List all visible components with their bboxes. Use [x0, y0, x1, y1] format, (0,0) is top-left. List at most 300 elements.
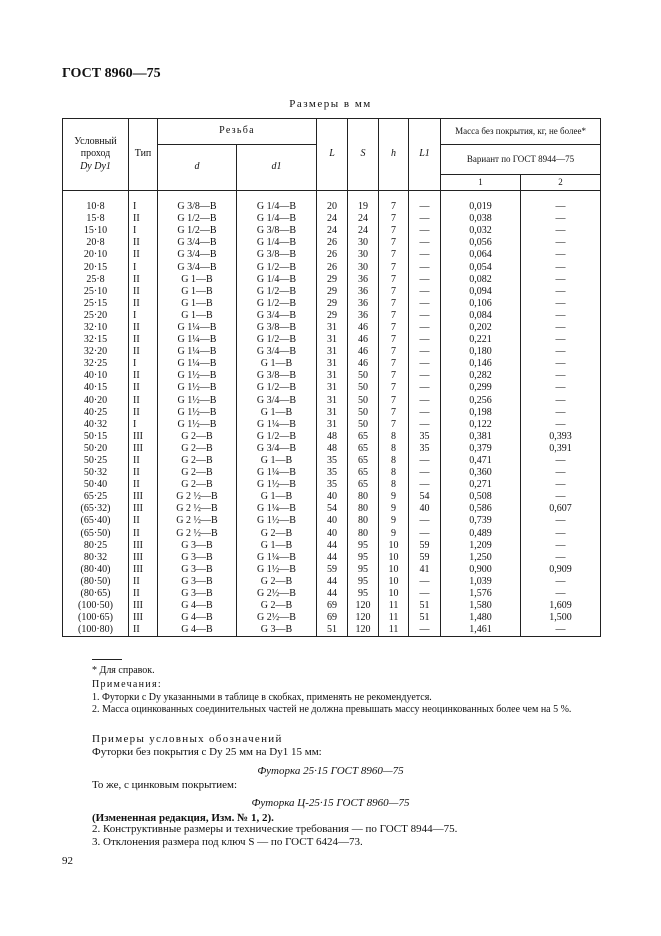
- cell-mass-variant-2: —: [521, 624, 601, 637]
- cell-thread-d: G 4—B: [158, 600, 237, 612]
- cell-type: III: [129, 503, 158, 515]
- cell-thread-d: G 1—B: [158, 286, 237, 298]
- cell-mass-variant-1: 1,461: [441, 624, 521, 637]
- header-mass: Масса без покрытия, кг, не более*: [441, 119, 601, 145]
- cell-thread-d: G 3—B: [158, 564, 237, 576]
- cell-nominal-bore: 50·20: [63, 443, 129, 455]
- cell-mass-variant-1: 1,480: [441, 612, 521, 624]
- cell-mass-variant-2: —: [521, 370, 601, 382]
- cell-length-L: 44: [317, 552, 348, 564]
- cell-height-h: 11: [379, 600, 409, 612]
- cell-thread-d: G 1—B: [158, 274, 237, 286]
- cell-thread-d1: G 1½—B: [237, 564, 317, 576]
- cell-type: III: [129, 600, 158, 612]
- cell-nominal-bore: 50·25: [63, 455, 129, 467]
- cell-mass-variant-2: —: [521, 515, 601, 527]
- table-row: [63, 249, 601, 261]
- cell-nominal-bore: (65·32): [63, 503, 129, 515]
- table-row: [63, 274, 601, 286]
- cell-length-L: 31: [317, 358, 348, 370]
- table-row: [63, 540, 601, 552]
- cell-thread-d: G 1/2—B: [158, 213, 237, 225]
- cell-thread-d1: G 3—B: [237, 624, 317, 637]
- table-row: [63, 600, 601, 612]
- cell-length-L1: —: [409, 370, 441, 382]
- table-row: [63, 419, 601, 431]
- cell-length-L1: —: [409, 479, 441, 491]
- cell-length-L1: —: [409, 237, 441, 249]
- table-row: [63, 515, 601, 527]
- cell-length-L1: —: [409, 322, 441, 334]
- cell-thread-d1: G 2½—B: [237, 612, 317, 624]
- cell-mass-variant-2: —: [521, 201, 601, 213]
- examples-heading: Примеры условных обозначений: [92, 733, 283, 745]
- cell-length-L: 31: [317, 395, 348, 407]
- cell-size-S: 80: [348, 491, 379, 503]
- cell-length-L: 31: [317, 382, 348, 394]
- table-row: [63, 443, 601, 455]
- cell-size-S: 36: [348, 274, 379, 286]
- cell-type: II: [129, 334, 158, 346]
- cell-mass-variant-2: —: [521, 540, 601, 552]
- cell-height-h: 7: [379, 382, 409, 394]
- cell-nominal-bore: 25·20: [63, 310, 129, 322]
- table-row: [63, 552, 601, 564]
- cell-height-h: 7: [379, 334, 409, 346]
- cell-mass-variant-2: —: [521, 382, 601, 394]
- cell-mass-variant-2: —: [521, 467, 601, 479]
- cell-type: II: [129, 382, 158, 394]
- cell-thread-d1: G 1—B: [237, 455, 317, 467]
- cell-nominal-bore: 20·10: [63, 249, 129, 261]
- cell-mass-variant-2: —: [521, 491, 601, 503]
- cell-length-L: 31: [317, 407, 348, 419]
- cell-length-L1: 35: [409, 431, 441, 443]
- cell-length-L: 29: [317, 286, 348, 298]
- cell-thread-d: G 3/4—B: [158, 261, 237, 273]
- cell-height-h: 7: [379, 225, 409, 237]
- cell-length-L1: —: [409, 528, 441, 540]
- cell-length-L: 31: [317, 346, 348, 358]
- cell-nominal-bore: 80·25: [63, 540, 129, 552]
- table-row: [63, 261, 601, 273]
- cell-length-L: 35: [317, 455, 348, 467]
- header-d: d: [158, 145, 237, 191]
- cell-length-L1: —: [409, 624, 441, 637]
- cell-length-L1: 35: [409, 443, 441, 455]
- cell-mass-variant-1: 0,106: [441, 298, 521, 310]
- cell-size-S: 95: [348, 576, 379, 588]
- table-row: [63, 225, 601, 237]
- cell-type: II: [129, 237, 158, 249]
- cell-length-L1: —: [409, 455, 441, 467]
- cell-thread-d1: G 1¼—B: [237, 419, 317, 431]
- cell-length-L: 26: [317, 261, 348, 273]
- table-row: [63, 564, 601, 576]
- note-1: 1. Футорки с Dy указанными в таблице в скобках, применять не рекомендуется.: [92, 692, 432, 703]
- table-body: [63, 191, 601, 637]
- cell-thread-d1: G 3/8—B: [237, 249, 317, 261]
- cell-mass-variant-1: 0,360: [441, 467, 521, 479]
- cell-nominal-bore: (100·65): [63, 612, 129, 624]
- document-title: ГОСТ 8960—75: [62, 66, 161, 81]
- cell-thread-d1: G 3/4—B: [237, 310, 317, 322]
- cell-thread-d: G 3—B: [158, 576, 237, 588]
- cell-size-S: 46: [348, 358, 379, 370]
- cell-nominal-bore: 50·15: [63, 431, 129, 443]
- table-row: [63, 382, 601, 394]
- header-L1: L1: [409, 119, 441, 191]
- table-row: [63, 467, 601, 479]
- cell-nominal-bore: (80·65): [63, 588, 129, 600]
- cell-mass-variant-1: 0,256: [441, 395, 521, 407]
- table-row: [63, 503, 601, 515]
- cell-thread-d: G 2—B: [158, 431, 237, 443]
- cell-nominal-bore: (100·80): [63, 624, 129, 637]
- cell-mass-variant-1: 1,580: [441, 600, 521, 612]
- cell-length-L: 31: [317, 370, 348, 382]
- cell-type: II: [129, 624, 158, 637]
- cell-size-S: 30: [348, 261, 379, 273]
- cell-length-L: 54: [317, 503, 348, 515]
- cell-mass-variant-1: 0,489: [441, 528, 521, 540]
- cell-height-h: 7: [379, 407, 409, 419]
- cell-mass-variant-1: 1,209: [441, 540, 521, 552]
- table-row: [63, 431, 601, 443]
- header-variant: Вариант по ГОСТ 8944—75: [441, 145, 601, 175]
- cell-mass-variant-2: —: [521, 274, 601, 286]
- cell-mass-variant-1: 0,064: [441, 249, 521, 261]
- cell-type: II: [129, 479, 158, 491]
- cell-mass-variant-1: 0,146: [441, 358, 521, 370]
- cell-thread-d: G 4—B: [158, 624, 237, 637]
- cell-thread-d: G 1¼—B: [158, 334, 237, 346]
- cell-nominal-bore: 25·8: [63, 274, 129, 286]
- cell-size-S: 80: [348, 503, 379, 515]
- example-2-text: То же, с цинковым покрытием:: [92, 779, 238, 791]
- cell-size-S: 95: [348, 552, 379, 564]
- cell-mass-variant-2: —: [521, 455, 601, 467]
- cell-length-L1: 40: [409, 503, 441, 515]
- cell-type: II: [129, 588, 158, 600]
- cell-length-L: 31: [317, 322, 348, 334]
- cell-length-L1: —: [409, 261, 441, 273]
- cell-type: II: [129, 322, 158, 334]
- cell-mass-variant-1: 0,739: [441, 515, 521, 527]
- cell-height-h: 8: [379, 479, 409, 491]
- cell-thread-d: G 3—B: [158, 588, 237, 600]
- cell-nominal-bore: 50·32: [63, 467, 129, 479]
- example-1-text: Футорки без покрытия с Dy 25 мм на Dy1 15 мм:: [92, 746, 322, 758]
- cell-length-L: 40: [317, 515, 348, 527]
- cell-thread-d1: G 1½—B: [237, 515, 317, 527]
- cell-length-L: 29: [317, 310, 348, 322]
- cell-thread-d: G 2—B: [158, 455, 237, 467]
- cell-length-L1: —: [409, 225, 441, 237]
- cell-type: II: [129, 528, 158, 540]
- cell-height-h: 7: [379, 346, 409, 358]
- cell-thread-d1: G 3/4—B: [237, 395, 317, 407]
- cell-thread-d: G 3/8—B: [158, 201, 237, 213]
- cell-height-h: 10: [379, 540, 409, 552]
- notes-heading: Примечания:: [92, 679, 162, 690]
- cell-length-L1: 54: [409, 491, 441, 503]
- cell-size-S: 65: [348, 467, 379, 479]
- paragraph-2: 2. Конструктивные размеры и технические требования — по ГОСТ 8944—75.: [92, 823, 458, 835]
- cell-mass-variant-2: —: [521, 358, 601, 370]
- cell-thread-d1: G 1—B: [237, 407, 317, 419]
- dimensions-table: [62, 118, 601, 637]
- cell-mass-variant-1: 0,094: [441, 286, 521, 298]
- cell-nominal-bore: (65·40): [63, 515, 129, 527]
- cell-size-S: 30: [348, 249, 379, 261]
- cell-nominal-bore: 32·15: [63, 334, 129, 346]
- cell-length-L: 69: [317, 600, 348, 612]
- cell-length-L: 40: [317, 528, 348, 540]
- cell-type: II: [129, 576, 158, 588]
- cell-length-L: 20: [317, 201, 348, 213]
- table-row: [63, 237, 601, 249]
- note-2: 2. Масса оцинкованных соединительных частей не должна превышать массу неоцинкованных более чем на 5 %.: [92, 704, 572, 715]
- cell-size-S: 19: [348, 201, 379, 213]
- cell-size-S: 120: [348, 624, 379, 637]
- cell-length-L1: 51: [409, 612, 441, 624]
- cell-length-L1: 59: [409, 552, 441, 564]
- cell-type: I: [129, 358, 158, 370]
- cell-type: II: [129, 286, 158, 298]
- cell-mass-variant-1: 0,586: [441, 503, 521, 515]
- cell-thread-d: G 1—B: [158, 310, 237, 322]
- cell-height-h: 7: [379, 358, 409, 370]
- cell-height-h: 11: [379, 612, 409, 624]
- cell-mass-variant-2: —: [521, 528, 601, 540]
- cell-length-L1: —: [409, 274, 441, 286]
- cell-thread-d: G 2 ½—B: [158, 491, 237, 503]
- cell-thread-d: G 3—B: [158, 540, 237, 552]
- cell-thread-d: G 1¼—B: [158, 346, 237, 358]
- table-row: [63, 346, 601, 358]
- cell-length-L1: —: [409, 419, 441, 431]
- cell-height-h: 7: [379, 201, 409, 213]
- cell-thread-d1: G 3/8—B: [237, 322, 317, 334]
- cell-thread-d1: G 1/2—B: [237, 298, 317, 310]
- cell-thread-d1: G 1/2—B: [237, 261, 317, 273]
- cell-height-h: 7: [379, 261, 409, 273]
- cell-size-S: 46: [348, 334, 379, 346]
- cell-length-L: 24: [317, 225, 348, 237]
- cell-thread-d1: G 1/4—B: [237, 237, 317, 249]
- cell-length-L: 26: [317, 249, 348, 261]
- cell-mass-variant-1: 0,471: [441, 455, 521, 467]
- cell-length-L: 48: [317, 443, 348, 455]
- cell-mass-variant-2: —: [521, 237, 601, 249]
- cell-size-S: 36: [348, 298, 379, 310]
- cell-thread-d1: G 2—B: [237, 528, 317, 540]
- table-row: [63, 322, 601, 334]
- cell-height-h: 7: [379, 237, 409, 249]
- cell-type: II: [129, 370, 158, 382]
- footnote: * Для справок.: [92, 665, 155, 676]
- cell-length-L1: —: [409, 467, 441, 479]
- header-d1: d1: [237, 145, 317, 191]
- cell-thread-d1: G 1¼—B: [237, 467, 317, 479]
- cell-height-h: 8: [379, 443, 409, 455]
- cell-type: II: [129, 249, 158, 261]
- footnote-divider: [92, 659, 122, 660]
- table-row: [63, 491, 601, 503]
- cell-length-L: 59: [317, 564, 348, 576]
- cell-nominal-bore: (65·50): [63, 528, 129, 540]
- page-number: 92: [62, 855, 73, 867]
- cell-mass-variant-1: 0,299: [441, 382, 521, 394]
- cell-thread-d1: G 2—B: [237, 600, 317, 612]
- cell-mass-variant-2: 0,909: [521, 564, 601, 576]
- cell-mass-variant-2: —: [521, 298, 601, 310]
- cell-height-h: 10: [379, 564, 409, 576]
- cell-mass-variant-1: 0,082: [441, 274, 521, 286]
- cell-type: I: [129, 201, 158, 213]
- cell-type: I: [129, 310, 158, 322]
- cell-mass-variant-2: —: [521, 588, 601, 600]
- cell-thread-d1: G 2—B: [237, 576, 317, 588]
- cell-height-h: 7: [379, 286, 409, 298]
- cell-length-L: 31: [317, 419, 348, 431]
- cell-length-L: 40: [317, 491, 348, 503]
- cell-mass-variant-1: 0,202: [441, 322, 521, 334]
- cell-mass-variant-1: 0,900: [441, 564, 521, 576]
- cell-size-S: 50: [348, 395, 379, 407]
- cell-type: II: [129, 395, 158, 407]
- cell-size-S: 95: [348, 540, 379, 552]
- cell-mass-variant-1: 0,221: [441, 334, 521, 346]
- cell-type: II: [129, 298, 158, 310]
- table-row: [63, 334, 601, 346]
- cell-length-L: 44: [317, 588, 348, 600]
- cell-thread-d: G 2—B: [158, 479, 237, 491]
- cell-thread-d1: G 2½—B: [237, 588, 317, 600]
- cell-type: III: [129, 431, 158, 443]
- cell-length-L1: —: [409, 588, 441, 600]
- cell-nominal-bore: (100·50): [63, 600, 129, 612]
- cell-type: III: [129, 552, 158, 564]
- cell-size-S: 36: [348, 286, 379, 298]
- cell-size-S: 80: [348, 515, 379, 527]
- cell-nominal-bore: 40·20: [63, 395, 129, 407]
- cell-nominal-bore: 40·15: [63, 382, 129, 394]
- cell-mass-variant-2: —: [521, 213, 601, 225]
- cell-thread-d: G 2—B: [158, 467, 237, 479]
- cell-size-S: 46: [348, 322, 379, 334]
- cell-mass-variant-2: —: [521, 286, 601, 298]
- cell-length-L1: —: [409, 310, 441, 322]
- cell-type: I: [129, 225, 158, 237]
- table-row: [63, 624, 601, 637]
- cell-mass-variant-1: 0,381: [441, 431, 521, 443]
- cell-thread-d1: G 1—B: [237, 491, 317, 503]
- cell-mass-variant-2: —: [521, 346, 601, 358]
- cell-nominal-bore: 20·8: [63, 237, 129, 249]
- cell-thread-d1: G 3/8—B: [237, 225, 317, 237]
- cell-mass-variant-2: 0,393: [521, 431, 601, 443]
- cell-mass-variant-1: 0,122: [441, 419, 521, 431]
- edition-note: (Измененная редакция, Изм. № 1, 2).: [92, 812, 274, 824]
- cell-length-L1: —: [409, 201, 441, 213]
- cell-thread-d: G 4—B: [158, 612, 237, 624]
- cell-nominal-bore: 32·20: [63, 346, 129, 358]
- cell-nominal-bore: 65·25: [63, 491, 129, 503]
- table-row: [63, 528, 601, 540]
- cell-mass-variant-1: 0,038: [441, 213, 521, 225]
- cell-size-S: 50: [348, 370, 379, 382]
- cell-type: II: [129, 346, 158, 358]
- table-row: [63, 576, 601, 588]
- cell-mass-variant-2: 0,391: [521, 443, 601, 455]
- cell-height-h: 10: [379, 576, 409, 588]
- cell-thread-d: G 2 ½—B: [158, 528, 237, 540]
- cell-length-L: 51: [317, 624, 348, 637]
- cell-nominal-bore: 32·10: [63, 322, 129, 334]
- cell-mass-variant-2: —: [521, 407, 601, 419]
- cell-thread-d1: G 1¼—B: [237, 503, 317, 515]
- cell-type: I: [129, 419, 158, 431]
- header-variant-1: 1: [441, 175, 521, 191]
- cell-length-L1: —: [409, 358, 441, 370]
- cell-nominal-bore: 50·40: [63, 479, 129, 491]
- cell-size-S: 50: [348, 419, 379, 431]
- cell-height-h: 9: [379, 491, 409, 503]
- cell-height-h: 10: [379, 552, 409, 564]
- cell-thread-d: G 1¼—B: [158, 358, 237, 370]
- cell-mass-variant-2: —: [521, 479, 601, 491]
- cell-height-h: 8: [379, 467, 409, 479]
- cell-type: II: [129, 515, 158, 527]
- cell-height-h: 7: [379, 395, 409, 407]
- cell-size-S: 24: [348, 225, 379, 237]
- header-L: L: [317, 119, 348, 191]
- cell-mass-variant-2: —: [521, 552, 601, 564]
- cell-type: II: [129, 274, 158, 286]
- cell-thread-d: G 1½—B: [158, 370, 237, 382]
- header-type: Тип: [129, 119, 158, 191]
- cell-height-h: 7: [379, 310, 409, 322]
- cell-length-L1: —: [409, 249, 441, 261]
- cell-mass-variant-2: —: [521, 576, 601, 588]
- cell-thread-d1: G 1—B: [237, 358, 317, 370]
- table-row: [63, 213, 601, 225]
- cell-length-L: 69: [317, 612, 348, 624]
- cell-thread-d: G 3/4—B: [158, 237, 237, 249]
- cell-height-h: 7: [379, 370, 409, 382]
- cell-height-h: 8: [379, 455, 409, 467]
- cell-height-h: 7: [379, 298, 409, 310]
- cell-height-h: 7: [379, 274, 409, 286]
- cell-length-L1: —: [409, 407, 441, 419]
- cell-mass-variant-1: 1,039: [441, 576, 521, 588]
- cell-thread-d: G 2—B: [158, 443, 237, 455]
- cell-mass-variant-1: 0,198: [441, 407, 521, 419]
- cell-height-h: 9: [379, 503, 409, 515]
- cell-thread-d1: G 1—B: [237, 540, 317, 552]
- table-row: [63, 310, 601, 322]
- cell-length-L1: —: [409, 395, 441, 407]
- cell-size-S: 46: [348, 346, 379, 358]
- cell-length-L1: —: [409, 213, 441, 225]
- paragraph-3: 3. Отклонения размера под ключ S — по ГОСТ 6424—73.: [92, 836, 363, 848]
- header-variant-2: 2: [521, 175, 601, 191]
- cell-type: II: [129, 213, 158, 225]
- cell-length-L: 44: [317, 576, 348, 588]
- cell-thread-d: G 3—B: [158, 552, 237, 564]
